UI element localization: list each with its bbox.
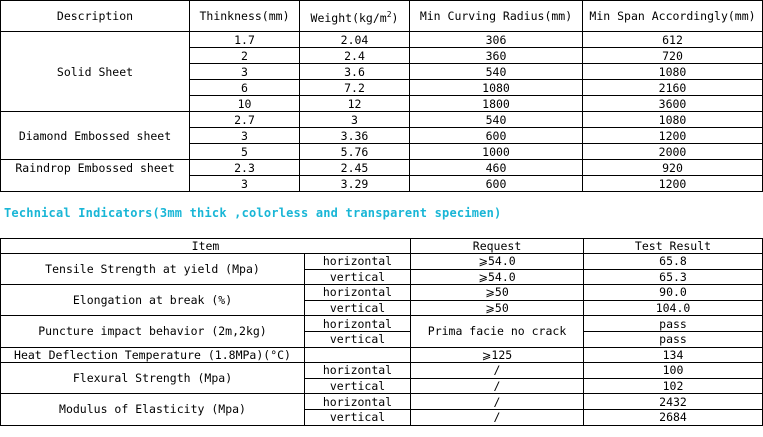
table-row: Solid Sheet 3 3.6 540 1080 — [1, 64, 763, 80]
spec-table — [0, 0, 763, 192]
item-name: Puncture impact behavior (2m,2kg) — [1, 316, 305, 347]
table-row: Modulus of Elasticity (Mpa) horizontal / 2432 — [1, 394, 763, 410]
header-span: Min Span Accordingly(mm) — [583, 1, 763, 32]
item-name: Elongation at break (%) — [1, 285, 305, 316]
tech-table — [0, 238, 763, 426]
table-row: 2.7 3 540 1080 — [1, 112, 763, 128]
header-thickness: Thinkness(mm) — [190, 1, 300, 32]
section-title: Technical Indicators(3mm thick ,colorless and transparent specimen) — [4, 206, 502, 220]
header-item: Item — [1, 239, 411, 254]
spec-header-row — [1, 1, 763, 32]
table-row: Flexural Strength (Mpa) horizontal / 100 — [1, 363, 763, 379]
item-name: Heat Deflection Temperature (1.8MPa)(°C) — [1, 347, 305, 363]
table-row: vertical pass — [1, 331, 763, 347]
table-row: 2 2.4 360 720 — [1, 48, 763, 64]
header-radius: Min Curving Radius(mm) — [410, 1, 583, 32]
group-diamond-embossed: Diamond Embossed sheet — [1, 128, 190, 144]
header-request: Request — [411, 239, 584, 254]
group-solid-sheet: Solid Sheet — [1, 64, 190, 80]
table-row: vertical ⩾54.0 65.3 — [1, 269, 763, 285]
item-name: Flexural Strength (Mpa) — [1, 363, 305, 394]
table-row: Heat Deflection Temperature (1.8MPa)(°C) ⩾125 134 — [1, 347, 763, 363]
table-row: 3 3.29 600 1200 — [1, 176, 763, 192]
table-row: 6 7.2 1080 2160 — [1, 80, 763, 96]
header-result: Test Result — [584, 239, 763, 254]
table-row: 1.7 2.04 306 612 — [1, 32, 763, 48]
table-row: 10 12 1800 3600 — [1, 96, 763, 112]
group-raindrop-embossed: Raindrop Embossed sheet — [1, 160, 190, 176]
item-name: Tensile Strength at yield (Mpa) — [1, 254, 305, 285]
table-row: vertical / 2684 — [1, 409, 763, 425]
table-row: Raindrop Embossed sheet 2.3 2.45 460 920 — [1, 160, 763, 176]
table-row: Elongation at break (%) horizontal ⩾50 90.0 — [1, 285, 763, 301]
table-row: Puncture impact behavior (2m,2kg) horizontal Prima facie no crack pass — [1, 316, 763, 332]
table-row: Diamond Embossed sheet 3 3.36 600 1200 — [1, 128, 763, 144]
table-row: Tensile Strength at yield (Mpa) horizontal ⩾54.0 65.8 — [1, 254, 763, 270]
table-row: 5 5.76 1000 2000 — [1, 144, 763, 160]
header-description: Description — [1, 1, 190, 32]
table-row: vertical ⩾50 104.0 — [1, 300, 763, 316]
item-name: Modulus of Elasticity (Mpa) — [1, 394, 305, 425]
table-row: vertical / 102 — [1, 378, 763, 394]
merged-request: Prima facie no crack — [411, 316, 584, 347]
tech-header-row — [1, 239, 763, 254]
header-weight: $Weight(kg/m^2)$ — [300, 1, 410, 32]
